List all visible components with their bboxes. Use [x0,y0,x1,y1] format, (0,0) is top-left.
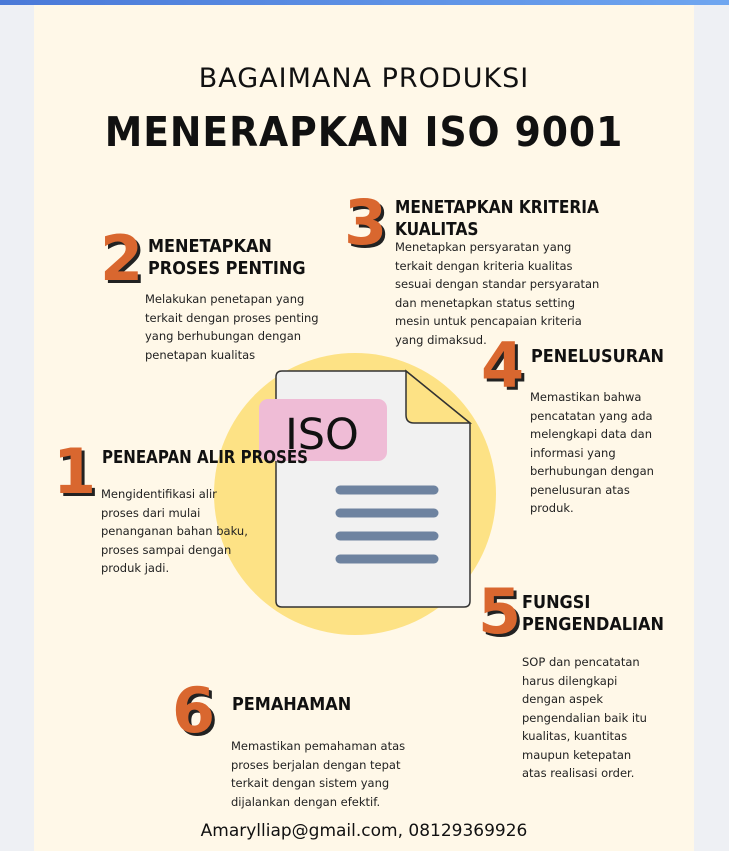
document-fold [406,371,470,423]
document-icon [248,365,498,615]
step-2-body: Melakukan penetapan yang terkait dengan proses penting yang berhubungan dengan penetapan kualitas [145,292,319,362]
iso-label: ISO [285,410,359,460]
step-6-heading: PEMAHAMAN [232,695,352,715]
step-5-number: 5 [478,575,522,648]
step-3-heading: MENETAPKAN KRITERIA KUALITAS [395,198,599,240]
step-6-number: 6 [172,674,216,747]
infographic-poster [34,5,694,851]
step-1-body: Mengidentifikasi alir proses dari mulai penanganan bahan baku, proses sampai dengan produk jadi. [101,487,248,575]
step-2-heading: MENETAPKAN PROSES PENTING [148,237,306,279]
step-4-number: 4 [481,329,525,402]
step-3-number: 3 [344,186,388,259]
contact-info: Amarylliap@gmail.com, 08129369926 [200,821,528,841]
step-1-number: 1 [53,435,97,508]
step-2-number: 2 [100,222,144,295]
page-title: MENERAPKAN ISO 9001 [104,108,624,156]
step-5-heading: FUNGSI PENGENDALIAN [522,593,664,635]
title-line-1: BAGAIMANA PRODUKSI [198,63,530,94]
step-4-body: Memastikan bahwa pencatatan yang ada melengkapi data dan informasi yang berhubungan dengan penelusuran atas produk. [530,390,654,515]
step-6-body: Memastikan pemahaman atas proses berjalan dengan tepat terkait dengan sistem yang dijalankan dengan efektif. [231,739,406,809]
step-5-body: SOP dan pencatatan harus dilengkapi dengan aspek pengendalian baik itu kualitas, kuantitas maupun ketepatan atas realisasi order. [522,655,647,780]
step-4-heading: PENELUSURAN [531,347,665,367]
step-3-body: Menetapkan persyaratan yang terkait dengan kriteria kualitas sesuai dengan standar persyaratan dan menetapkan status setting mesin untuk pencapaian kriteria yang dimaksud. [395,240,600,347]
step-1-heading: PENEAPAN ALIR PROSES [102,448,309,468]
